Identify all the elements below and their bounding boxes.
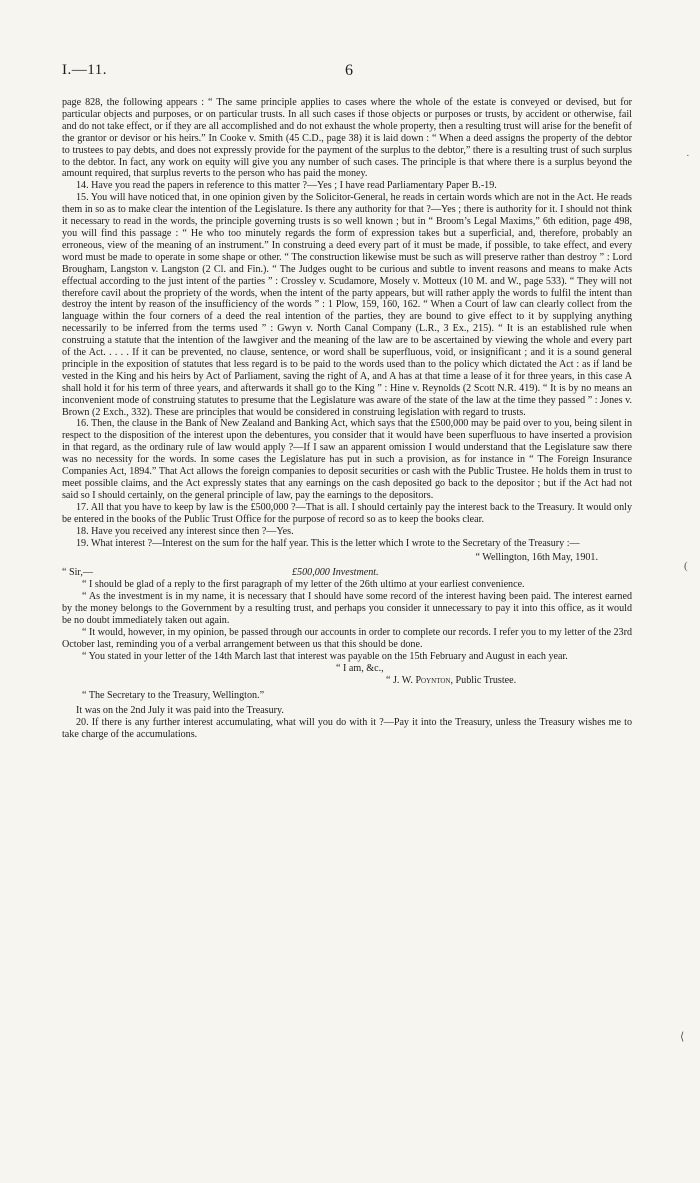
letter-paragraph: “ I should be glad of a reply to the first paragraph of my letter of the 26th ultimo at your earliest convenience.	[82, 579, 525, 591]
margin-mark: ·	[686, 150, 690, 162]
question-20: 20. If there is any further interest accumulating, what will you do with it ?—Pay it into the Treasury, unless the Treasury wishes me to take charge of the accumulations.	[62, 717, 632, 741]
letter-salutation: “ Sir,—	[62, 567, 93, 579]
signature-title: Public Trustee.	[455, 674, 517, 686]
document-body	[62, 97, 632, 741]
paragraph-continuation: page 828, the following appears : “ The same principle applies to cases where the whole of the estate is conveyed or devised, but for particular objects and purposes, or on particular trusts. In all such cases if those objects or purposes or trusts, by accident or otherwise, fail and do not take effect, or if they are all accomplished and do not exhaust the whole property, then a resulting trust will arise for the benefit of the grantor or devisor or his heirs.” In Cooke v. Smith (45 C.D., page 38) it is laid down : “ When a deed assigns the property of the debtor to trustees to pay debts, and does not expressly provide for the payment of the surplus to the debtor,” there is a resulting trust of such surplus to the debtor. In fact, any work on equity will give you any number of such cases. The principle is that where there is a surplus beyond the amount required, that surplus reverts to the person who has paid the money.	[62, 97, 632, 180]
letter-paragraph: “ As the investment is in my name, it is necessary that I should have some record of the interest having been paid. The interest earned by the money belongs to the Government by a resulting trust, and perhaps you consider it unnecessary to pay it into this office, as it would be no doubt immediately taken out again.	[62, 591, 632, 626]
question-19: 19. What interest ?—Interest on the sum for the half year. This is the letter which I wrote to the Secretary of the Treasury :—	[76, 537, 580, 549]
letter-heading	[62, 567, 632, 579]
page-number: 6	[345, 62, 353, 79]
letter-subject: £500,000 Investment.	[292, 567, 379, 579]
letter-signature	[62, 675, 632, 687]
question-14: 14. Have you read the papers in reference to this matter ?—Yes ; I have read Parliamentary Paper B.-19.	[76, 180, 497, 192]
letter-addressee: “ The Secretary to the Treasury, Wellington.”	[82, 690, 265, 702]
question-15: 15. You will have noticed that, in one opinion given by the Solicitor-General, he reads in certain words which are not in the Act. He reads them in so as to make clear the intention of the Legislature. Is there any authority for that ?—Yes ; there is authority for it. I should not think it necessary to read in the words, the principle governing trusts is so well known ; but in “ Broom’s Legal Maxims,” 6th edition, page 498, you will find this passage : “ He who too minutely regards the form of expression takes but a superficial, and, therefore, probably an erroneous, view of the meaning of an instrument.” In construing a deed every part of it must be made, if possible, to take effect, and every word must be made to operate in some shape or other. “ The construction likewise must be such as will preserve rather than destroy ” : Lord Brougham, Langston v. Langston (2 Cl. and Fin.). “ The Judges ought to be curious and subtle to invent reasons and means to make Acts effectual according to the just intent of the parties ” : Crossley v. Scudamore, Mosely v. Motteux (10 M. and W., page 533). “ They will not therefore cavil about the propriety of the words, when the intent of the party appears, but will rather apply the words to fulfil the intent than destroy the intent by reason of the insufficiency of the words ” : 1 Plow, 159, 160, 162. “ When a Court of law can clearly collect from the language within the four corners of a deed the real intention of the parties, they are bound to give effect to it by supplying anything necessarily to be inferred from the terms used ” : Gwyn v. North Canal Company (L.R., 3 Ex., 215). “ It is an established rule when construing a statute that the intention of the lawgiver and the meaning of the law are to be ascertained by viewing the whole and every part of the Act. . . . . If it can be prevented, no clause, sentence, or word shall be superfluous, void, or insignificant ; and it is a sound general principle in the exposition of statutes that less regard is to be paid to the words used than to the policy which dictated the Act : as if land be vested in the King and his heirs by Act of Parliament, saving the right of A, and A has at that time a lease of it for three years, in this case A shall hold it for his term of three years, and afterwards it shall go to the King ” : Hine v. Reynolds (2 Scott N.R. 419). “ It is by no means an inconvenient mode of construing statutes to presume that the Legislature was aware of the state of the law at the time they passed ” : Jones v. Brown (2 Exch., 332). These are principles that would be considered in construing legislation with regard to trusts.	[62, 192, 632, 418]
question-17: 17. All that you have to keep by law is the £500,000 ?—That is all. I should certainly pay the interest back to the Treasury. It would only be entered in the books of the Public Trust Office for the purpose of record so as to keep the books clear.	[62, 501, 632, 525]
question-18: 18. Have you received any interest since then ?—Yes.	[76, 525, 294, 537]
question-16: 16. Then, the clause in the Bank of New Zealand and Banking Act, which says that the £500,000 may be paid over to you, being silent in respect to the disposition of the interest upon the debentures, you consider that it would have been superfluous to have inserted a provision in that regard, as the ordinary rule of law would apply ?—If I saw an apparent omission I would understand that the Legislature saw there was no necessity for the words. In some cases the Legislature has put in such a provision, as for instance in “ The Foreign Insurance Companies Act, 1894.” That Act allows the foreign companies to deposit securities or cash with the Public Trustee. He holds them in trust to meet possible claims, and the Act expressly states that any earnings on the cash deposited go back to the depositor ; but if the Act had not said so I should certainly, on the general principle of law, pay the earnings to the depositors.	[62, 418, 632, 501]
letter-paragraph: “ You stated in your letter of the 14th March last that interest was payable on the 15th February and August in each year.	[82, 650, 568, 662]
letter-paragraph: “ It would, however, in my opinion, be passed through our accounts in order to complete our records. I refer you to my letter of the 23rd October last, reminding you of a verbal arrangement between us that this should be done.	[62, 626, 632, 650]
margin-mark: ⟨	[680, 1031, 685, 1043]
letter-date: “ Wellington, 16th May, 1901.	[475, 552, 598, 564]
signature-name: “ J. W. Poynton,	[386, 674, 454, 686]
margin-mark: (	[684, 560, 688, 572]
document-reference: I.—11.	[62, 62, 107, 78]
letter-closing: “ I am, &c.,	[336, 662, 384, 674]
paragraph-after-letter: It was on the 2nd July it was paid into the Treasury.	[76, 705, 284, 717]
